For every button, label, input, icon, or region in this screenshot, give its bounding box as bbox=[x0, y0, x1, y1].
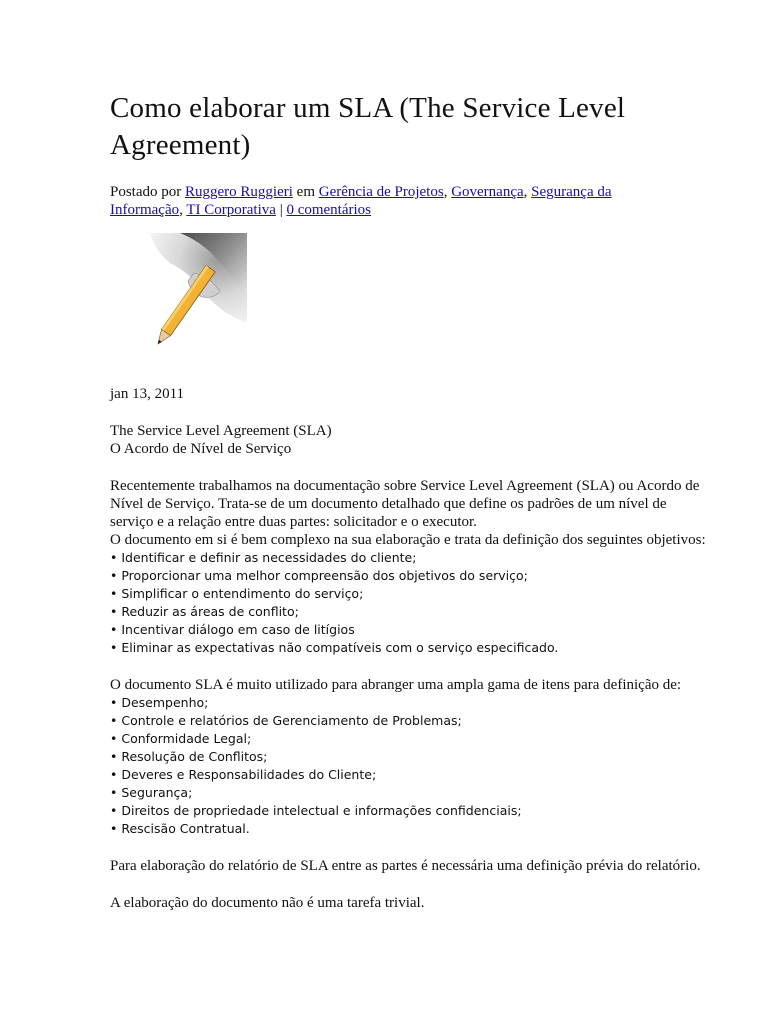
list-item: • Resolução de Conflitos; bbox=[110, 749, 268, 764]
pencil-in-hand-image bbox=[110, 233, 247, 370]
pencil-in-hand-icon bbox=[110, 233, 247, 370]
list-item: • Deveres e Responsabilidades do Cliente; bbox=[110, 767, 377, 782]
list-item: • Segurança; bbox=[110, 785, 193, 800]
list-item: • Reduzir as áreas de conflito; bbox=[110, 604, 299, 619]
list-item: • Eliminar as expectativas não compatíveis com o serviço especificado. bbox=[110, 640, 559, 655]
list-item: • Simplificar o entendimento do serviço; bbox=[110, 586, 364, 601]
page-title: Como elaborar um SLA (The Service Level Agreement) bbox=[110, 92, 626, 161]
usage-paragraph: O documento SLA é muito utilizado para abranger uma ampla gama de itens para definição de: bbox=[110, 677, 682, 693]
objectives-list bbox=[110, 549, 708, 657]
list-item: • Proporcionar uma melhor compreensão dos objetivos do serviço; bbox=[110, 568, 528, 583]
list-item: • Desempenho; bbox=[110, 695, 209, 710]
items-list bbox=[110, 694, 708, 838]
comments-link[interactable]: 0 comentários bbox=[286, 202, 372, 218]
list-item: • Identificar e definir as necessidades do cliente; bbox=[110, 550, 417, 565]
report-paragraph: Para elaboração do relatório de SLA entre as partes é necessária uma definição prévia do relatório. bbox=[110, 858, 701, 874]
post-meta: Postado por Ruggero Ruggieri em Gerência de Projetos, Governança, Segurança da Informação, TI Corporativa | 0 comentários bbox=[110, 184, 612, 218]
list-item: • Rescisão Contratual. bbox=[110, 821, 250, 836]
section-heading-pt: O Acordo de Nível de Serviço bbox=[110, 441, 292, 457]
category-link-ti[interactable]: TI Corporativa bbox=[186, 202, 276, 218]
category-link-governanca[interactable]: Governança bbox=[451, 184, 524, 200]
list-item: • Controle e relatórios de Gerenciamento de Problemas; bbox=[110, 713, 462, 728]
section-heading-en: The Service Level Agreement (SLA) bbox=[110, 423, 332, 439]
intro-paragraph: Recentemente trabalhamos na documentação sobre Service Level Agreement (SLA) ou Acordo de Nível de Serviço. Trata-se de um documento detalhado que define os padrões de um nível de serviço e a relação entre duas partes: solicitador e o executor. bbox=[110, 478, 700, 530]
category-link-gerencia[interactable]: Gerência de Projetos bbox=[318, 184, 444, 200]
in-label: em bbox=[296, 184, 315, 200]
list-item: • Direitos de propriedade intelectual e informações confidenciais; bbox=[110, 803, 522, 818]
post-date: jan 13, 2011 bbox=[110, 386, 185, 402]
list-item: • Conformidade Legal; bbox=[110, 731, 252, 746]
closing-paragraph: A elaboração do documento não é uma tarefa trivial. bbox=[110, 895, 425, 911]
category-link-seguranca[interactable]: Segurança da Informação bbox=[110, 184, 612, 218]
posted-by-label: Postado por bbox=[110, 184, 182, 200]
intro-paragraph-2: O documento em si é bem complexo na sua elaboração e trata da definição dos seguintes objetivos: bbox=[110, 532, 706, 548]
meta-separator: | bbox=[279, 202, 283, 218]
list-item: • Incentivar diálogo em caso de litígios bbox=[110, 622, 355, 637]
author-link[interactable]: Ruggero Ruggieri bbox=[185, 184, 293, 200]
